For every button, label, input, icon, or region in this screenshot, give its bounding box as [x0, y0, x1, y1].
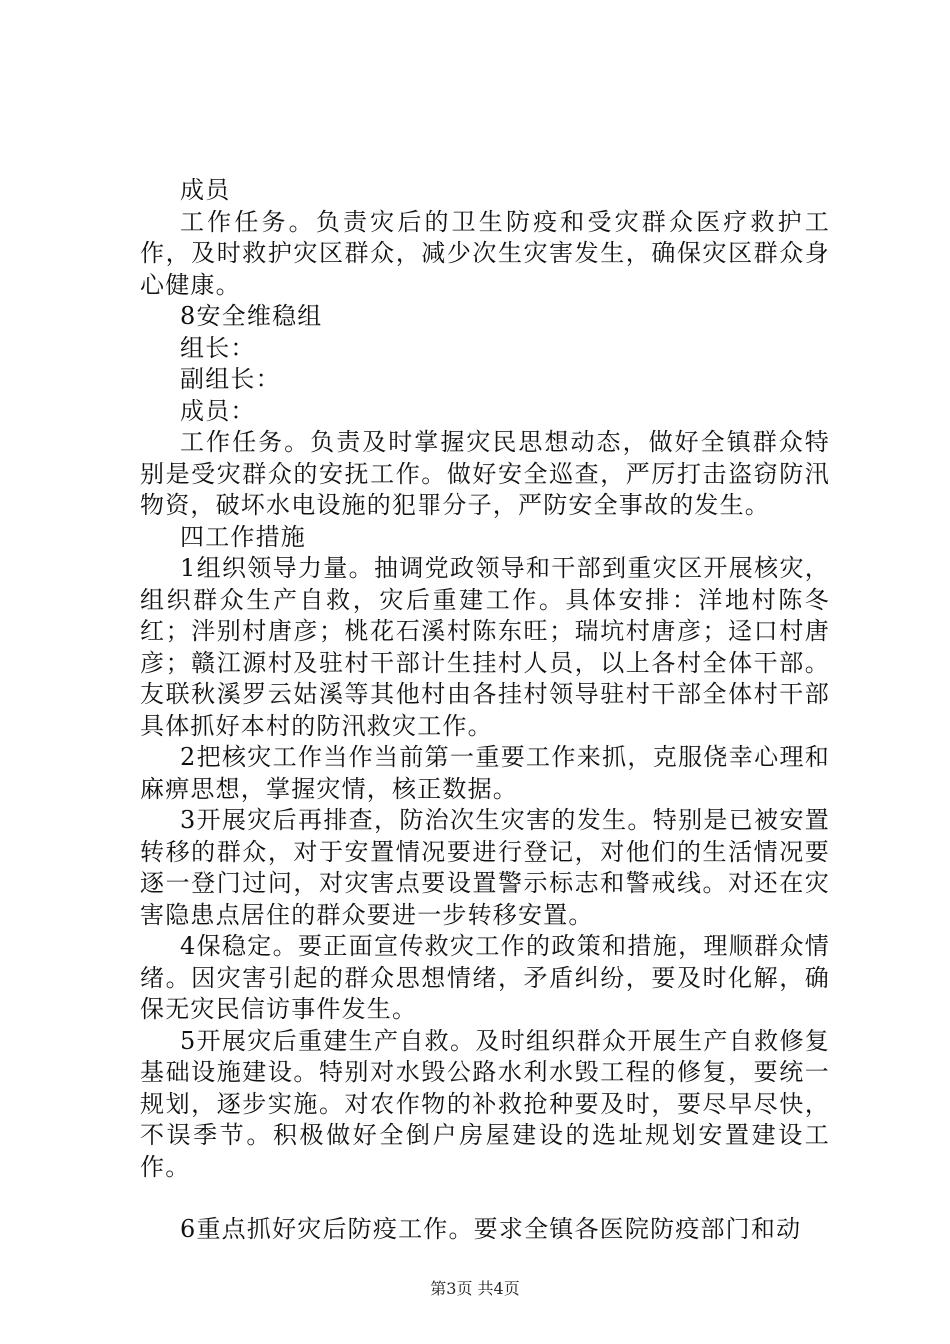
- paragraph-medical-task: 工作任务。负责灾后的卫生防疫和受灾群众医疗救护工作，及时救护灾区群众，减少次生灾害发生，确保灾区群众身心健康。: [140, 207, 830, 299]
- paragraph-measure-1: 1组织领导力量。抽调党政领导和干部到重灾区开展核灾，组织群众生产自救，灾后重建工作。具体安排：洋地村陈冬红；泮别村唐彦；桃花石溪村陈东旺；瑞坑村唐彦；迳口村唐彦；赣江源村及驻村干部计生挂村人员，以上各村全体干部。友联秋溪罗云姑溪等其他村由各挂村领导驻村干部全体村干部具体抓好本村的防汛救灾工作。: [140, 554, 830, 740]
- paragraph-security-task: 工作任务。负责及时掌握灾民思想动态，做好全镇群众特别是受灾群众的安抚工作。做好安全巡查，严厉打击盗窃防汛物资，破坏水电设施的犯罪分子，严防安全事故的发生。: [140, 428, 830, 519]
- paragraph-security-group-heading: 8安全维稳组: [180, 302, 323, 330]
- paragraph-measure-3: 3开展灾后再排查，防治次生灾害的发生。特别是已被安置转移的群众，对于安置情况要进行登记，对他们的生活情况要逐一登门过问，对灾害点要设置警示标志和警戒线。对还在灾害隐患点居住的群众要进一步转移安置。: [140, 806, 830, 929]
- paragraph-spacer: [140, 1183, 830, 1214]
- document-body: [140, 175, 830, 1246]
- paragraph-measures-heading: 四工作措施: [180, 522, 306, 551]
- paragraph-measure-2: 2把核灾工作当作当前第一重要工作来抓，克服侥幸心理和麻痹思想，掌握灾情，核正数据。: [140, 743, 830, 803]
- page-footer: 第3页 共4页: [430, 1279, 520, 1298]
- paragraph-group-leader: 组长：: [180, 333, 256, 362]
- paragraph-measure-5: 5开展灾后重建生产自救。及时组织群众开展生产自救修复基础设施建设。特别对水毁公路水利水毁工程的修复，要统一规划，逐步实施。对农作物的补救抢种要及时，要尽早尽快，不误季节。积极做好全倒户房屋建设的选址规划安置建设工作。: [140, 1026, 830, 1181]
- paragraph-members-label: 成员: [180, 176, 231, 204]
- paragraph-measure-4: 4保稳定。要正面宣传救灾工作的政策和措施，理顺群众情绪。因灾害引起的群众思想情绪，矛盾纠纷，要及时化解，确保无灾民信访事件发生。: [140, 932, 830, 1023]
- paragraph-members: 成员：: [180, 396, 256, 425]
- paragraph-measure-6: 6重点抓好灾后防疫工作。要求全镇各医院防疫部门和动: [180, 1215, 802, 1243]
- paragraph-deputy-leader: 副组长：: [180, 365, 281, 393]
